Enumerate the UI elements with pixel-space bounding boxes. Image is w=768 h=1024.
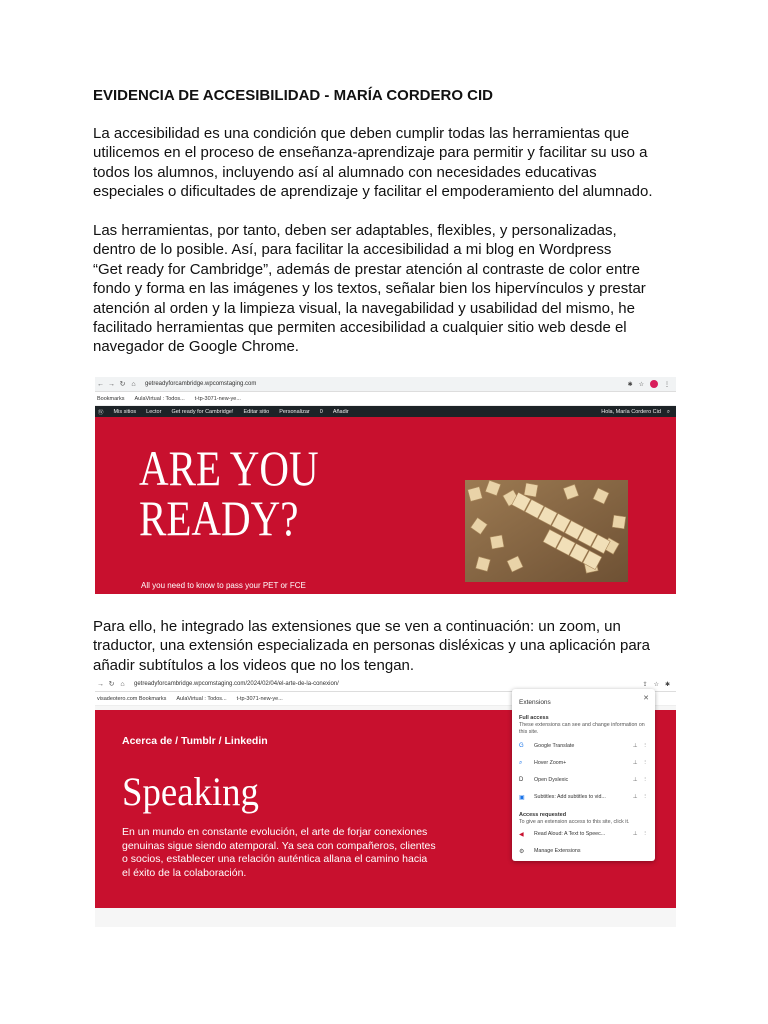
more-icon: ⋮: [642, 831, 648, 837]
dyslexic-icon: D: [519, 777, 524, 783]
more-icon: ⋮: [642, 743, 648, 749]
bookmark-item: visadeotero.com Bookmarks: [97, 695, 167, 702]
hero-banner: [95, 417, 676, 594]
wp-bar-item: Get ready for Cambridge!: [171, 409, 234, 415]
wp-user-greeting: Hola, María Cordero Cid: [601, 408, 661, 415]
speaking-body: [122, 826, 467, 880]
extensions-popup: [512, 689, 655, 861]
paragraph-line: añadir subtítulos a los videos que no los tengan.: [93, 656, 415, 674]
wp-bar-item: Mis sitios: [113, 409, 137, 415]
gear-icon: ⚙: [519, 848, 525, 855]
extension-row: [519, 775, 649, 785]
extension-name: Read Aloud: A Text to Speec...: [534, 831, 606, 837]
more-icon: ⋮: [642, 794, 648, 800]
access-requested-note: To give an extension access to this site, click it.: [519, 819, 630, 825]
menu-icon: ⋮: [664, 381, 670, 388]
forward-icon: →: [97, 680, 104, 688]
paragraph-2: [93, 221, 674, 357]
full-access-heading: Full access: [519, 715, 549, 721]
wp-bar-item: Lector: [146, 409, 162, 415]
address-url: getreadyforcambridge.wpcomstaging.com: [145, 381, 257, 387]
profile-avatar: [650, 380, 658, 388]
bookmark-item: AulaVirtual : Todos...: [176, 695, 227, 702]
extension-name: Open Dyslexic: [534, 777, 569, 783]
paragraph-line: navegador de Google Chrome.: [93, 338, 299, 356]
star-icon: ☆: [638, 381, 644, 388]
scrabble-tiles-image: [465, 480, 628, 582]
body-line: el éxito de la colaboración.: [122, 866, 247, 879]
browser-address-bar: [95, 377, 676, 392]
bookmark-item: AulaVirtual : Todos...: [134, 395, 185, 402]
speaking-heading: Speaking: [122, 769, 259, 814]
body-line: o socios, establecer una relación auténtica allana el camino hacia: [122, 853, 428, 865]
speaker-icon: ◀: [519, 831, 524, 838]
back-icon: ←: [97, 380, 104, 388]
paragraph-line: atención al orden y la limpieza visual, la navegabilidad y usabilidad del mismo, he: [93, 299, 635, 317]
site-nav: Acerca de / Tumblr / Linkedin: [122, 735, 268, 747]
bookmarks-bar: [95, 392, 676, 406]
extensions-icon: ✱: [627, 381, 633, 388]
translate-icon: G: [519, 743, 524, 749]
pin-icon: ⊥: [632, 760, 638, 766]
hero-title-line: READY?: [139, 490, 299, 546]
paragraph-line: Las herramientas, por tanto, deben ser adaptables, flexibles, y personalizadas,: [93, 222, 617, 239]
blog-screenshot-home: [95, 377, 676, 594]
paragraph-line: “Get ready for Cambridge”, además de prestar atención al contraste de color entre: [93, 260, 640, 278]
paragraph-line: especiales o dificultades de aprendizaje y facilitar el empoderamiento del alumnado.: [93, 183, 653, 201]
subtitles-icon: ▣: [519, 794, 525, 801]
zoom-icon: ⌕: [519, 759, 523, 766]
paragraph-line: La accesibilidad es una condición que deben cumplir todas las herramientas que: [93, 125, 630, 142]
paragraph-1: [93, 124, 674, 202]
hero-title: [139, 440, 319, 546]
more-icon: ⋮: [642, 777, 648, 783]
wp-bar-item: Añadir: [332, 409, 349, 415]
wp-bar-item: 0: [319, 409, 323, 415]
paragraph-line: fondo y forma en las imágenes y los textos, señalar bien los hipervínculos y prestar: [93, 280, 646, 298]
share-icon: ⇪: [642, 681, 648, 688]
paragraph-line: todos los alumnos, incluyendo así al alumnado con necesidades educativas: [93, 163, 597, 181]
more-icon: ⋮: [642, 760, 648, 766]
manage-extensions-label: Manage Extensions: [534, 848, 581, 854]
access-requested-heading: Access requested: [519, 812, 567, 818]
blog-screenshot-speaking: [95, 677, 676, 927]
wp-bar-item: Editar sitio: [243, 409, 270, 415]
pin-icon: ⊥: [632, 831, 638, 837]
extension-name: Google Translate: [534, 743, 575, 749]
paragraph-line: utilicemos en el proceso de enseñanza-aprendizaje para permitir y facilitar su uso a: [93, 144, 648, 162]
close-icon: ✕: [643, 695, 649, 702]
extension-row: [519, 792, 649, 802]
hero-subtitle: All you need to know to pass your PET or FCE: [141, 581, 306, 590]
paragraph-3: [93, 617, 674, 675]
paragraph-line: traductor, una extensión especializada en personas disléxicas y una aplicación para: [93, 637, 651, 655]
paragraph-line: dentro de lo posible. Así, para facilitar la accesibilidad a mi blog en Wordpress: [93, 241, 612, 259]
star-icon: ☆: [653, 681, 659, 688]
reload-icon: ↻: [119, 381, 126, 388]
pin-icon: ⊥: [632, 743, 638, 749]
bookmark-item: Bookmarks: [97, 395, 125, 402]
extension-row: [519, 758, 649, 768]
extensions-icon: ✱: [664, 681, 670, 688]
address-url: getreadyforcambridge.wpcomstaging.com/2024/02/04/el-arte-de-la-conexion/: [134, 681, 339, 687]
paragraph-line: Para ello, he integrado las extensiones que se ven a continuación: un zoom, un: [93, 618, 621, 635]
bookmark-item: t-tp-3071-new-ye...: [194, 395, 241, 402]
bookmark-item: t-tp-3071-new-ye...: [236, 695, 283, 702]
body-line: genuinas sigue siendo atemporal. Ya sea con compañeros, clientes: [122, 839, 436, 852]
home-icon: ⌂: [120, 680, 125, 688]
wp-bar-item: Personalizar: [279, 409, 310, 415]
extensions-title: Extensions: [519, 699, 551, 706]
extension-name: Hover Zoom+: [534, 760, 567, 766]
search-icon: ⌕: [666, 408, 670, 415]
extension-name: Subtitles: Add subtitles to vid...: [534, 794, 606, 800]
pin-icon: ⊥: [632, 794, 638, 800]
reload-icon: ↻: [108, 681, 115, 688]
hero-title-line: ARE YOU: [139, 440, 319, 496]
extension-row: [519, 741, 649, 751]
full-access-note: These extensions can see and change information on this site.: [519, 722, 645, 735]
paragraph-line: facilitado herramientas que permiten accesibilidad a cualquier sitio web desde el: [93, 319, 627, 337]
extension-row: [519, 829, 649, 839]
body-line: En un mundo en constante evolución, el arte de forjar conexiones: [122, 826, 428, 838]
pin-icon: ⊥: [632, 777, 638, 783]
manage-extensions-row: [519, 846, 649, 856]
home-icon: ⌂: [131, 380, 136, 388]
document-title: EVIDENCIA DE ACCESIBILIDAD - MARÍA CORDERO CID: [93, 87, 494, 104]
wordpress-logo-icon: Ⓦ: [98, 410, 104, 416]
forward-icon: →: [108, 380, 115, 388]
